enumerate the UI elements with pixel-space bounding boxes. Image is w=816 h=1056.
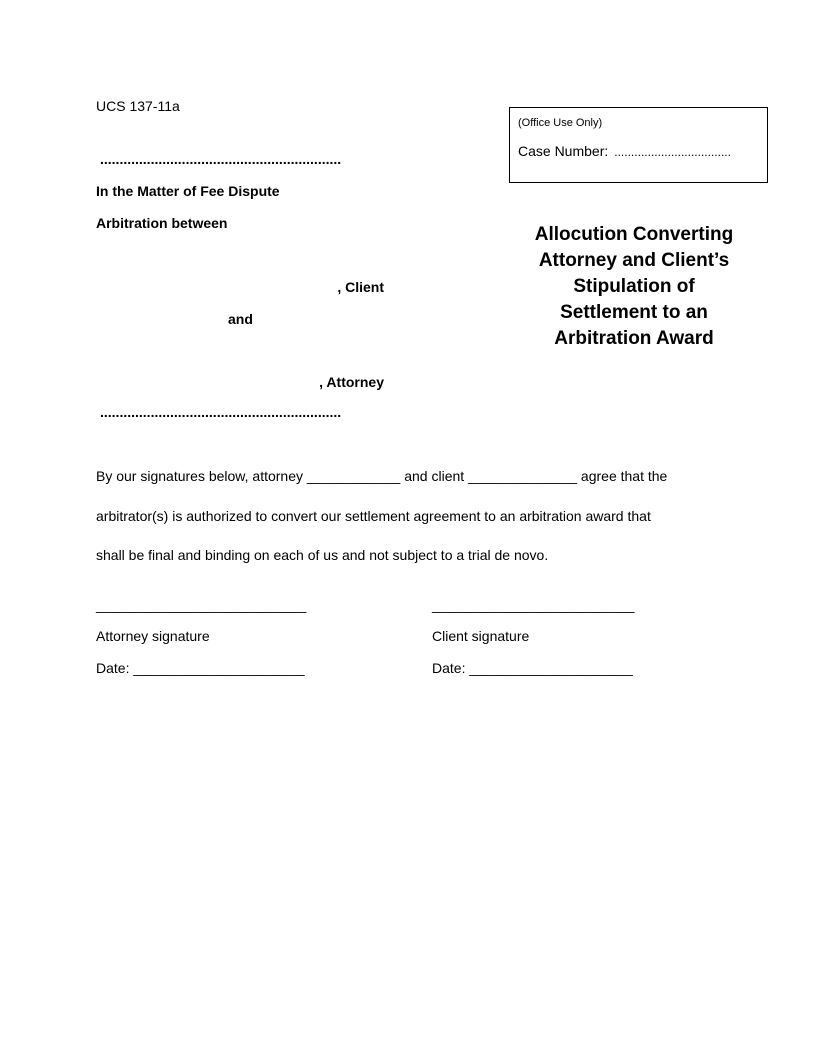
title-line: Stipulation of [573, 276, 695, 297]
title-line: Allocution Converting [534, 224, 734, 245]
case-number-row [518, 143, 731, 159]
case-number-label: Case Number: [518, 143, 609, 159]
office-use-note: (Office Use Only) [518, 117, 603, 129]
client-date-field[interactable]: Date: _____________________ [432, 660, 633, 676]
caption-top-dots: .............................................................. [100, 151, 342, 167]
matter-heading-line1: In the Matter of Fee Dispute [96, 183, 280, 199]
client-party-label: , Client [337, 279, 384, 295]
title-line: Attorney and Client’s [538, 250, 730, 271]
agreement-text-line3: shall be final and binding on each of us and not subject to a trial de novo. [96, 547, 549, 563]
form-id: UCS 137-11a [96, 98, 180, 114]
attorney-party-label: , Attorney [319, 374, 384, 390]
title-line: Arbitration Award [554, 328, 714, 349]
office-use-box [509, 107, 768, 183]
attorney-date-field[interactable]: Date: ______________________ [96, 660, 305, 676]
agreement-text-line2: arbitrator(s) is authorized to convert our settlement agreement to an arbitration award that [96, 508, 651, 524]
client-signature-line[interactable]: __________________________ [432, 597, 635, 613]
attorney-signature-label: Attorney signature [96, 628, 210, 644]
case-number-field[interactable]: ................................... [614, 145, 731, 159]
document-title [514, 222, 754, 352]
attorney-signature-line[interactable]: ___________________________ [96, 597, 307, 613]
matter-heading-line2: Arbitration between [96, 215, 228, 231]
caption-bottom-dots: .............................................................. [100, 404, 342, 420]
title-line: Settlement to an [560, 302, 708, 323]
client-signature-label: Client signature [432, 628, 530, 644]
agreement-text-line1: By our signatures below, attorney ____________ and client ______________ agree that the [96, 468, 668, 484]
and-label: and [228, 311, 253, 327]
